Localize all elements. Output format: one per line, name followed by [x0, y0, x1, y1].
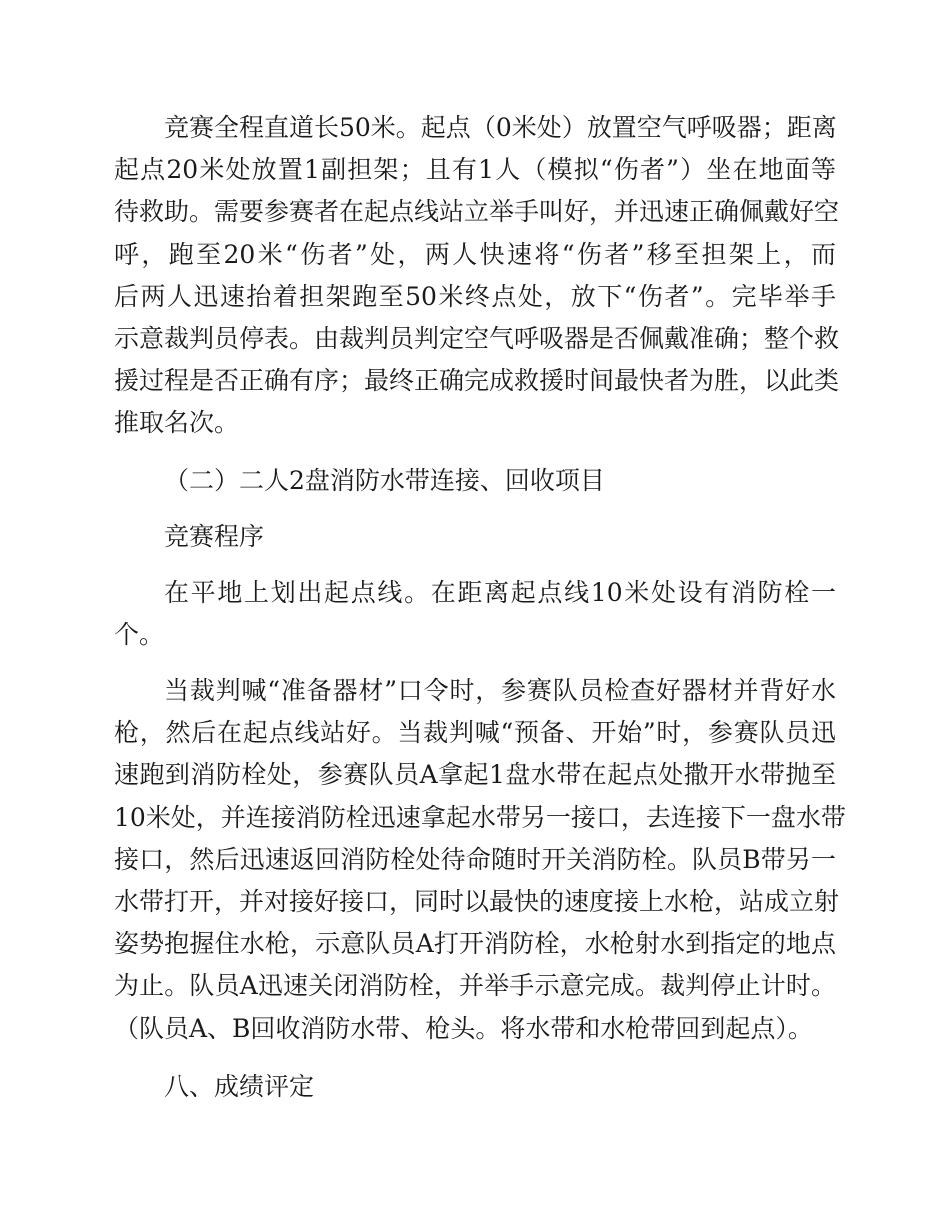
paragraph-rescue-rules	[114, 107, 840, 445]
text-line: 当裁判喊“准备器材”口令时，参赛队员检查好器材并背好水	[164, 676, 836, 705]
text-line: 援过程是否正确有序；最终正确完成救援时间最快者为胜，以此类	[114, 366, 840, 396]
text-line: （队员A、B回收消防水带、枪头。将水带和水枪带回到起点）。	[114, 1013, 813, 1043]
section-heading: 竞赛程序	[164, 522, 265, 551]
text-line: 推取名次。	[114, 408, 240, 438]
heading-procedure	[114, 516, 836, 558]
section-heading: 八、成绩评定	[164, 1072, 315, 1101]
text-line: 在平地上划出起点线。在距离起点线10米处设有消防栓一	[164, 578, 836, 607]
text-line: 接口，然后迅速返回消防栓处待命随时开关消防栓。队员B带另一	[114, 844, 836, 874]
section-heading: （二）二人2盘消防水带连接、回收项目	[164, 466, 605, 495]
heading-project-2	[114, 460, 836, 502]
text-line: 水带打开，并对接好接口，同时以最快的速度接上水枪，站成立射	[114, 886, 840, 916]
text-line: 后两人迅速抬着担架跑至50米终点处，放下“伤者”。完毕举手	[114, 281, 836, 311]
text-line: 枪，然后在起点线站好。当裁判喊“预备、开始”时，参赛队员迅	[114, 718, 836, 748]
paragraph-procedure-steps	[114, 670, 846, 1050]
text-line: 呼，跑至20米“伤者”处，两人快速将“伤者”移至担架上，而	[114, 239, 836, 269]
text-line: 姿势抱握住水枪，示意队员A打开消防栓，水枪射水到指定的地点	[114, 929, 836, 959]
heading-section-8	[114, 1066, 836, 1108]
text-line: 个。	[114, 620, 165, 650]
text-line: 起点20米处放置1副担架；且有1人（模拟“伤者”）坐在地面等	[114, 155, 836, 185]
text-line: 速跑到消防栓处，参赛队员A拿起1盘水带在起点处撒开水带抛至	[114, 760, 836, 790]
text-line: 示意裁判员停表。由裁判员判定空气呼吸器是否佩戴准确；整个救	[114, 323, 840, 353]
paragraph-setup	[114, 572, 836, 656]
text-line: 为止。队员A迅速关闭消防栓，并举手示意完成。裁判停止计时。	[114, 971, 836, 1001]
text-line: 待救助。需要参赛者在起点线站立举手叫好，并迅速正确佩戴好空	[114, 197, 840, 227]
text-line: 10米处，并连接消防栓迅速拿起水带另一接口，去连接下一盘水带	[114, 802, 846, 832]
text-line: 竞赛全程直道长50米。起点（0米处）放置空气呼吸器；距离	[164, 113, 837, 142]
